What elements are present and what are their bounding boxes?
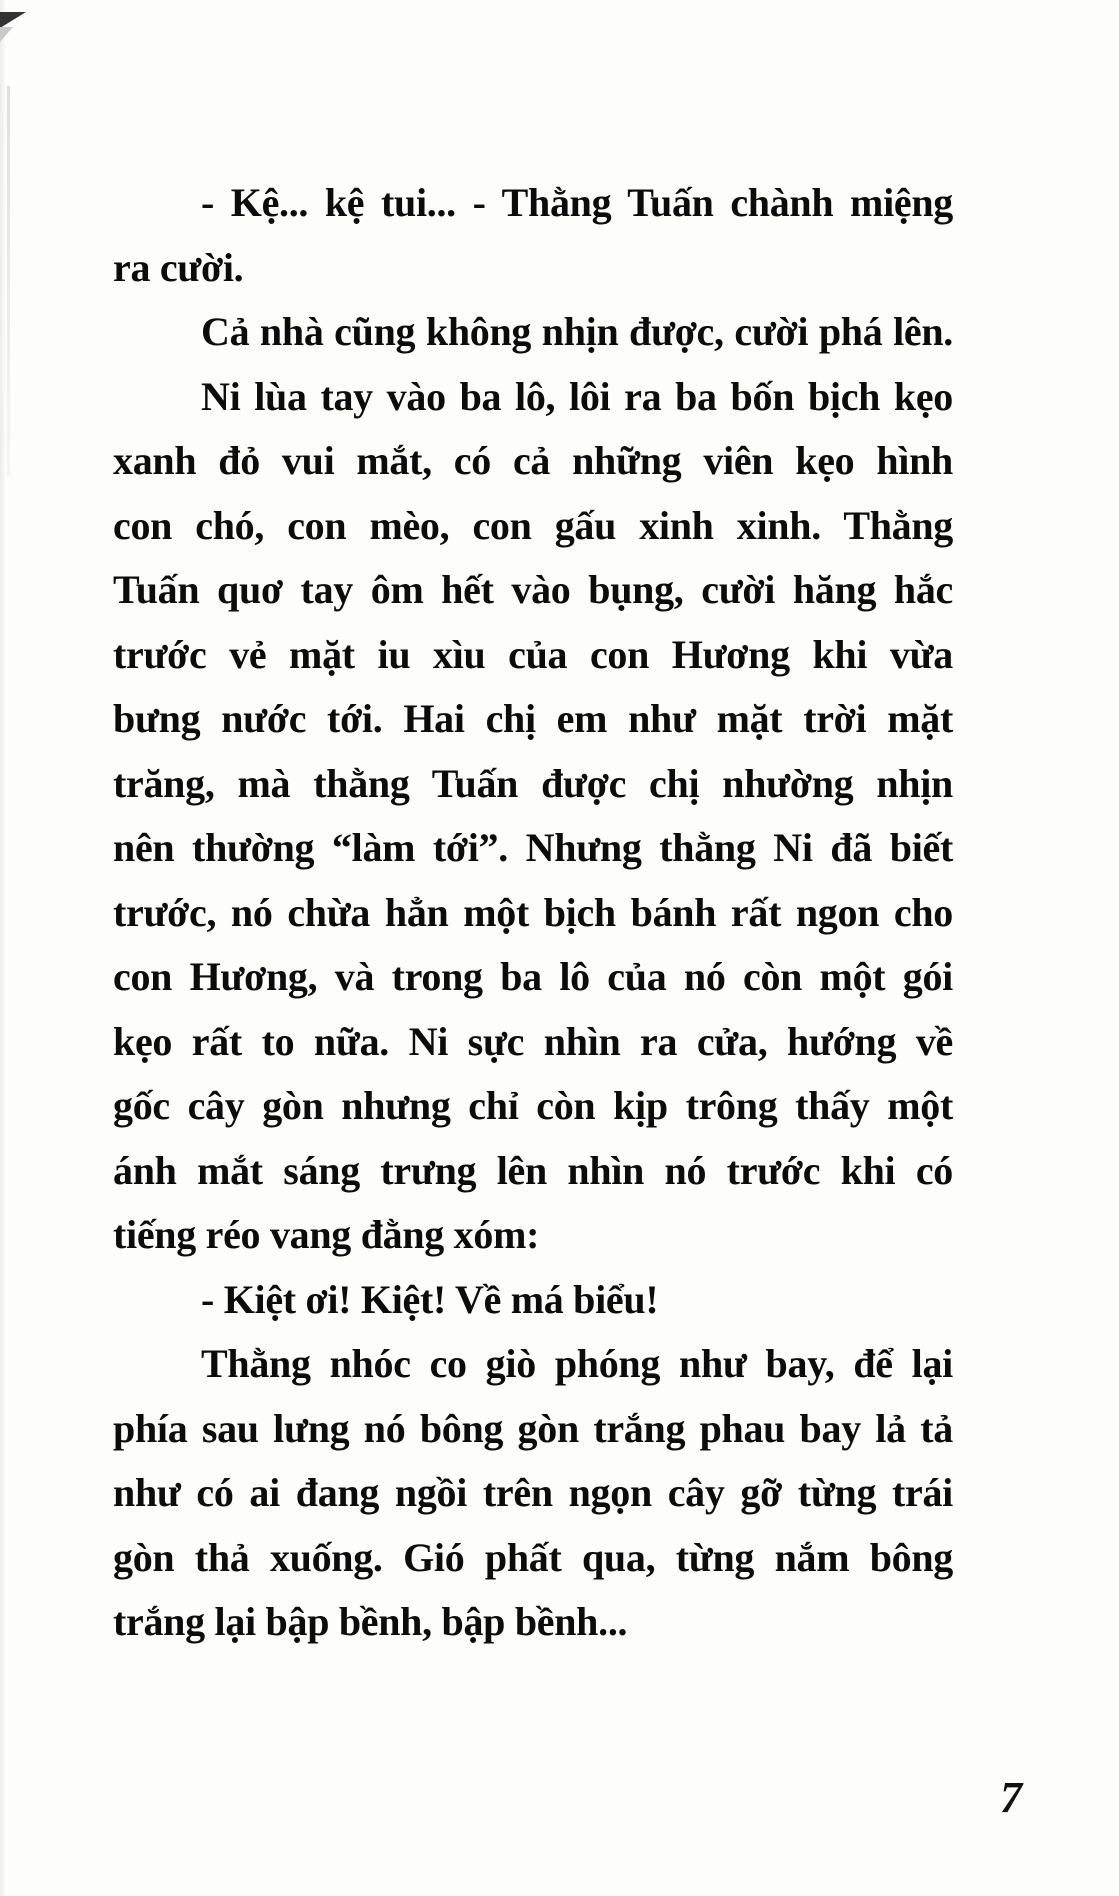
text-line: ra cười. <box>113 244 244 290</box>
scan-artifact-edge-line <box>7 86 10 476</box>
page-text-block <box>113 171 953 1655</box>
text-line: xanh đỏ vui mắt, có cả những viên kẹo hình <box>113 438 953 483</box>
scan-edge-shading <box>0 0 6 1896</box>
text-line: trước vẻ mặt iu xìu của con Hương khi vừa <box>113 631 953 677</box>
text-line: gòn thả xuống. Gió phất qua, từng nắm bông <box>113 1534 953 1580</box>
text-line: kẹo rất to nữa. Ni sực nhìn ra cửa, hướng về <box>113 1018 953 1064</box>
text-line: con chó, con mèo, con gấu xinh xinh. Thằng <box>113 502 953 548</box>
text-line: Tuấn quơ tay ôm hết vào bụng, cười hăng hắc <box>113 567 953 612</box>
scan-artifact-corner-shadow <box>0 27 13 42</box>
text-line: Cả nhà cũng không nhịn được, cười phá lên. <box>201 309 953 354</box>
text-line: ánh mắt sáng trưng lên nhìn nó trước khi có <box>113 1147 953 1193</box>
text-line: - Kiệt ơi! Kiệt! Về má biểu! <box>201 1276 659 1322</box>
text-line: trăng, mà thằng Tuấn được chị nhường nhịn <box>113 760 953 806</box>
text-line: gốc cây gòn nhưng chỉ còn kịp trông thấy một <box>113 1083 953 1128</box>
text-line: trước, nó chừa hẳn một bịch bánh rất ngon cho <box>113 889 953 935</box>
text-line: như có ai đang ngồi trên ngọn cây gỡ từng trái <box>113 1470 953 1515</box>
text-line: phía sau lưng nó bông gòn trắng phau bay lả tả <box>113 1405 953 1451</box>
page-number: 7 <box>1000 1773 1022 1822</box>
text-line: Thằng nhóc co giò phóng như bay, để lại <box>201 1341 953 1386</box>
text-line: nên thường “làm tới”. Nhưng thằng Ni đã biết <box>113 825 953 870</box>
text-line: - Kệ... kệ tui... - Thằng Tuấn chành miệng <box>201 180 953 225</box>
text-line: bưng nước tới. Hai chị em như mặt trời mặt <box>113 696 953 741</box>
scan-artifact-corner <box>0 12 26 28</box>
text-line: tiếng réo vang đằng xóm: <box>113 1212 540 1257</box>
text-line: con Hương, và trong ba lô của nó còn một gói <box>113 954 953 999</box>
text-line: trắng lại bập bềnh, bập bềnh... <box>113 1599 628 1644</box>
text-line: Ni lùa tay vào ba lô, lôi ra ba bốn bịch kẹo <box>201 373 953 419</box>
